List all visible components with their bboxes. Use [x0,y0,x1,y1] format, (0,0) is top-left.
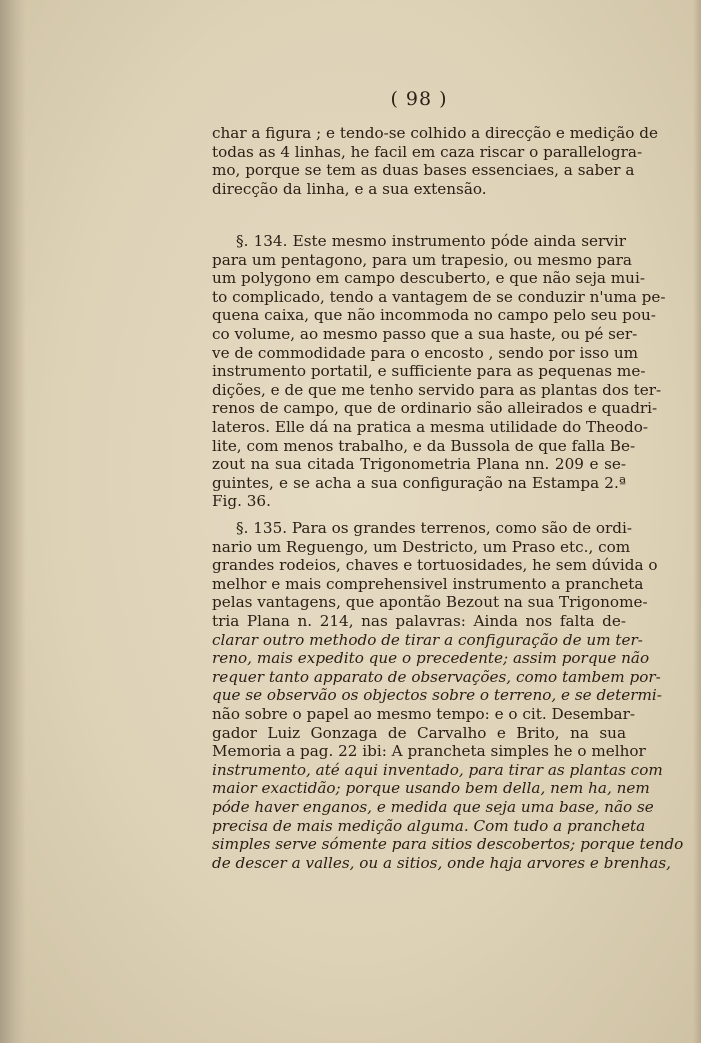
text-line-italic: instrumento, até aqui inventado, para tirar as plantas com [212,760,663,779]
text-line: tria Plana n. 214, nas palavras: Ainda nos falta de- [212,611,626,630]
text-line: Fig. 36. [212,492,271,511]
text-line: quena caixa, que não incommoda no campo pelo seu pou- [212,306,656,325]
text-line: grandes rodeios, chaves e tortuosidades, he sem dúvida o [212,556,658,575]
text-line-italic: requer tanto apparato de observações, como tambem por- [212,667,661,686]
paragraph-135 [212,519,684,872]
paragraph-continuation [212,124,658,198]
text-line: mo, porque se tem as duas bases essenciaes, a saber a [212,161,635,180]
text-line-italic: de descer a valles, ou a sitios, onde haja arvores e brenhas, [212,853,671,872]
text-line: instrumento portatil, e sufficiente para as pequenas me- [212,362,646,381]
text-line: todas as 4 linhas, he facil em caza riscar o parallelogra- [212,142,643,161]
text-line-italic: que se observão os objectos sobre o terreno, e se determi- [212,686,662,705]
text-line-italic: reno, mais expedito que o precedente; assim porque não [212,649,650,668]
text-line-italic: póde haver enganos, e medida que seja uma base, não se [212,797,654,816]
text-line: co volume, ao mesmo passo que a sua haste, ou pé ser- [212,324,638,343]
text-line: não sobre o papel ao mesmo tempo: e o cit. Desembar- [212,704,635,723]
text-line: §. 135. Para os grandes terrenos, como são de ordi- [236,519,633,537]
text-line: guintes, e se acha a sua configuração na Estampa 2.ª [212,473,626,492]
text-line: ve de commodidade para o encosto , sendo por isso um [212,343,639,362]
text-line: lite, com menos trabalho, e da Bussola de que falla Be- [212,436,636,455]
text-line: pelas vantagens, que apontão Bezout na sua Trigonome- [212,593,648,612]
text-line: direcção da linha, e a sua extensão. [212,179,487,198]
page-number: ( 98 ) [390,88,448,110]
text-line: to complicado, tendo a vantagem de se conduzir n'uma pe- [212,287,666,306]
text-line: renos de campo, que de ordinario são alleirados e quadri- [212,399,658,418]
text-line: melhor e mais comprehensivel instrumento a prancheta [212,574,644,593]
text-line: §. 134. Este mesmo instrumento póde ainda servir [236,232,626,250]
text-line-italic: precisa de mais medição alguma. Com tudo a prancheta [212,816,646,835]
text-line: char a figura ; e tendo-se colhido a direcção e medição de [212,124,658,142]
text-line-italic: clarar outro methodo de tirar a configuração de um ter- [212,630,643,649]
text-line: um polygono em campo descuberto, e que não seja mui- [212,269,645,288]
text-line: Memoria a pag. 22 ibi: A prancheta simples he o melhor [212,742,646,761]
text-line: gador Luiz Gonzaga de Carvalho e Brito, na sua [212,723,626,742]
text-line: dições, e de que me tenho servido para as plantas dos ter- [212,380,662,399]
text-line-italic: simples serve sómente para sitios descobertos; porque tendo [212,835,684,854]
page-right-edge [693,0,701,1043]
paragraph-134 [212,232,666,511]
text-line: zout na sua citada Trigonometria Plana nn. 209 e se- [212,455,626,474]
text-line: lateros. Elle dá na pratica a mesma utilidade do Theodo- [212,417,648,436]
text-line-italic: maior exactidão; porque usando bem della, nem ha, nem [212,779,650,798]
page-gutter-shadow [0,0,26,1043]
text-line: nario um Reguengo, um Destricto, um Praso etc., com [212,537,631,556]
text-line: para um pentagono, para um trapesio, ou mesmo para [212,250,632,269]
